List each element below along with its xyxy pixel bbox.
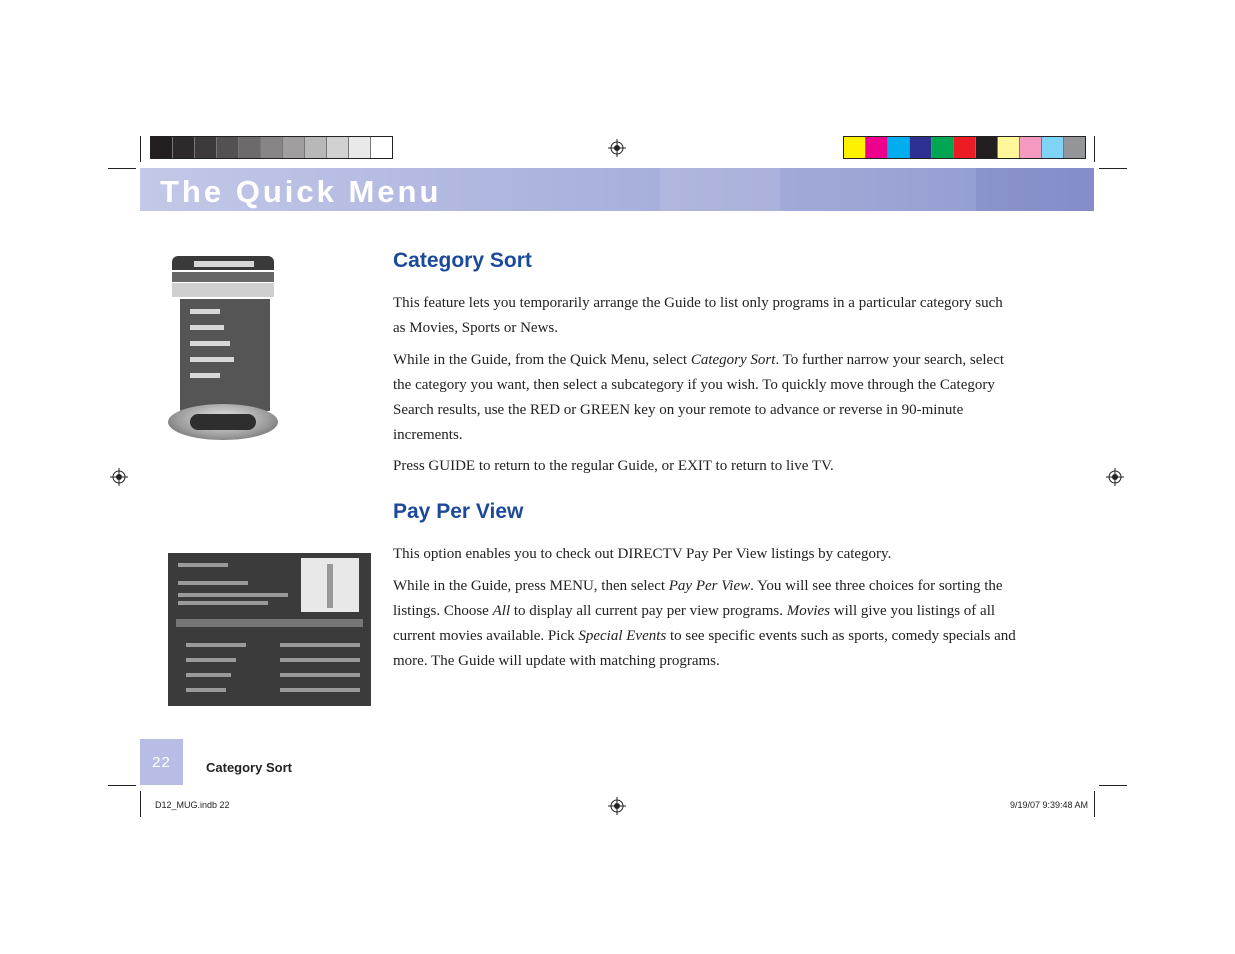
- color-swatch: [1042, 137, 1064, 158]
- footer-section-label: Category Sort: [206, 760, 292, 775]
- section-heading-pay-per-view: Pay Per View: [393, 500, 524, 523]
- color-swatch: [844, 137, 866, 158]
- pay-per-view-paragraph: This option enables you to check out DIRECTV Pay Per View listings by category.: [393, 546, 892, 562]
- quick-menu-screenshot: [168, 252, 278, 448]
- gray-color-bar: [150, 136, 393, 159]
- registration-mark-icon: [1106, 468, 1124, 486]
- registration-mark-icon: [110, 468, 128, 486]
- color-swatch: [327, 137, 349, 158]
- pay-per-view-screenshot: [168, 553, 371, 706]
- crop-mark: [1099, 168, 1127, 169]
- category-sort-paragraph: While in the Guide, from the Quick Menu, select Category Sort. To further narrow your search, select the category you want, then select a subcategory if you wish. To quickly move through the Category Search results, use the RED or GREEN key on your remote to advance or reverse in 90-minute increments.: [393, 352, 1005, 443]
- crop-mark: [140, 136, 141, 162]
- color-swatch: [173, 137, 195, 158]
- registration-mark-icon: [608, 139, 626, 157]
- registration-mark-icon: [608, 797, 626, 815]
- color-swatch: [151, 137, 173, 158]
- color-swatch: [888, 137, 910, 158]
- color-swatch: [866, 137, 888, 158]
- crop-mark: [1094, 136, 1095, 162]
- slug-timestamp: 9/19/07 9:39:48 AM: [1009, 800, 1088, 810]
- color-swatch: [976, 137, 998, 158]
- category-sort-paragraph: This feature lets you temporarily arrange the Guide to list only programs in a particular category such as Movies, Sports or News.: [393, 295, 1003, 336]
- category-sort-paragraph: Press GUIDE to return to the regular Guide, or EXIT to return to live TV.: [393, 458, 834, 474]
- color-swatch: [910, 137, 932, 158]
- chapter-header-band: [140, 168, 1094, 211]
- color-swatch: [998, 137, 1020, 158]
- crop-mark: [1094, 791, 1095, 817]
- color-swatch: [932, 137, 954, 158]
- section-heading-category-sort: Category Sort: [393, 249, 532, 272]
- crop-mark: [1099, 785, 1127, 786]
- color-swatch: [1064, 137, 1085, 158]
- color-swatch: [305, 137, 327, 158]
- color-swatch: [1020, 137, 1042, 158]
- color-swatch: [371, 137, 392, 158]
- crop-mark: [140, 791, 141, 817]
- color-swatch: [349, 137, 371, 158]
- color-swatch: [954, 137, 976, 158]
- color-swatch: [261, 137, 283, 158]
- color-swatch: [283, 137, 305, 158]
- page-number: 22: [140, 739, 183, 785]
- color-swatch: [239, 137, 261, 158]
- slug-file-info: D12_MUG.indb 22: [155, 800, 230, 810]
- crop-mark: [108, 168, 136, 169]
- process-color-bar: [843, 136, 1086, 159]
- pay-per-view-paragraph: While in the Guide, press MENU, then select Pay Per View. You will see three choices for sorting the listings. Choose All to display all current pay per view programs. Movies will give you listings of all current movies available. Pick Special Events to see specific events such as sports, comedy specials and more. The Guide will update with matching programs.: [393, 578, 1016, 669]
- crop-mark: [108, 785, 136, 786]
- color-swatch: [217, 137, 239, 158]
- color-swatch: [195, 137, 217, 158]
- chapter-title: The Quick Menu: [160, 174, 442, 209]
